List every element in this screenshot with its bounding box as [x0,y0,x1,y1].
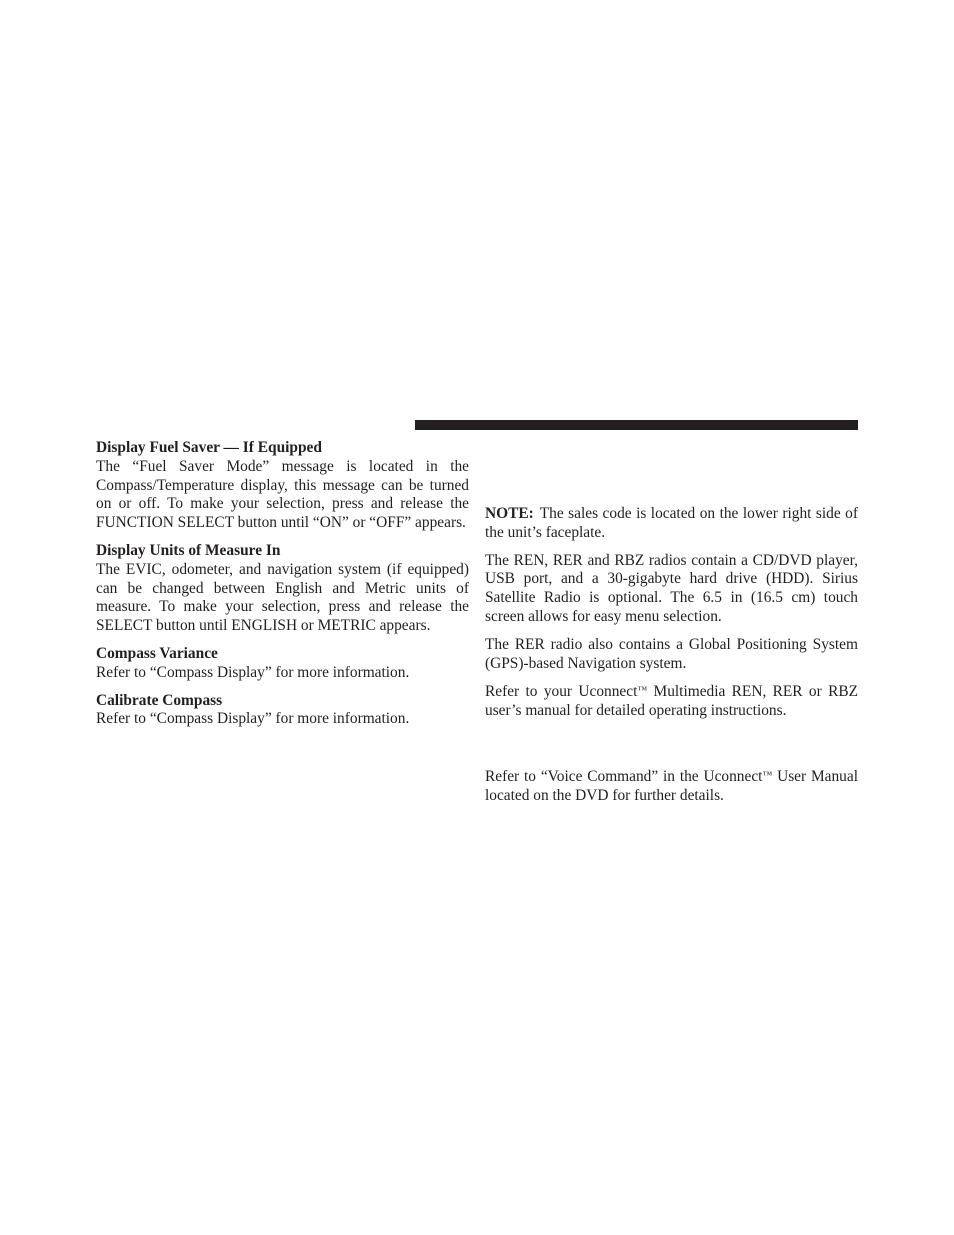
note-label: NOTE: [485,505,534,522]
manual-reference-paragraph [485,682,858,721]
manual-reference-text-b: Multimedia REN, RER or RBZ user’s manual for detailed operating instructions. [485,683,858,720]
section-body: The “Fuel Saver Mode” message is located in the Compass/Temperature display, this message can be turned on or off. To make your selection, press and release the FUNCTION SELECT button until “ON” or “OFF” appears. [96,457,469,532]
note-text: The sales code is located on the lower right side of the unit’s faceplate. [485,505,858,541]
radio-features-paragraph: The REN, RER and RBZ radios contain a CD/DVD player, USB port, and a 30-gigabyte hard drive (HDD). Sirius Satellite Radio is optional. The 6.5 in (16.5 cm) touch screen allows for easy menu selection. [485,551,858,625]
section-body: The EVIC, odometer, and navigation system (if equipped) can be changed between English and Metric units of measure. To make your selection, press and release the SELECT button until ENGLISH or METRIC appears. [96,560,469,635]
manual-reference-text-a: Refer to your Uconnect [485,683,638,701]
voice-command-paragraph [485,767,858,806]
navigation-paragraph: The RER radio also contains a Global Positioning System (GPS)-based Navigation system. [485,635,858,672]
right-column [485,505,858,815]
section-body: Refer to “Compass Display” for more information. [96,710,410,728]
trademark-symbol: ™ [762,769,773,781]
trademark-symbol: ™ [637,685,648,697]
note-paragraph [485,505,858,543]
left-column [96,439,469,738]
section-calibrate-compass [96,692,469,730]
section-display-units [96,542,469,636]
section-heading: Calibrate Compass [96,691,223,709]
spacer [485,730,858,767]
section-header-rule [415,420,858,430]
voice-command-text-b: User Manual located on the DVD for further details. [485,767,858,804]
section-display-fuel-saver [96,439,469,533]
voice-command-text-a: Refer to “Voice Command” in the Uconnect [485,767,763,785]
section-compass-variance [96,645,469,683]
section-body: Refer to “Compass Display” for more information. [96,663,410,681]
section-heading: Compass Variance [96,644,218,662]
section-heading: Display Units of Measure In [96,541,281,559]
section-heading: Display Fuel Saver — If Equipped [96,439,322,456]
